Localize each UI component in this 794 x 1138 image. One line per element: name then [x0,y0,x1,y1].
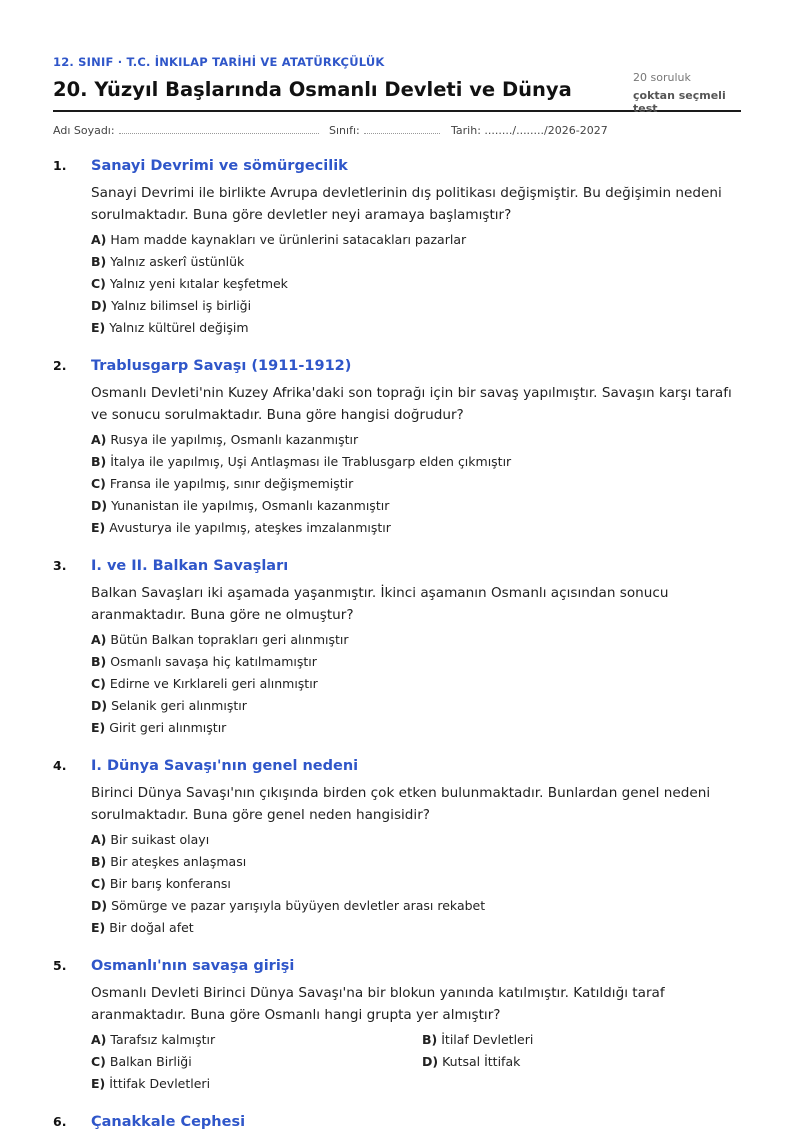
question-number: 1. [53,158,67,173]
question-item [53,556,741,739]
name-field[interactable] [53,124,319,137]
option-c[interactable]: C) Yalnız yeni kıtalar keşfetmek [91,276,288,291]
exam-header [53,0,741,115]
student-fields [53,124,741,138]
question-text: Sanayi Devrimi ile birlikte Avrupa devletlerinin dış politikası değişmiştir. Bu değişimin nedeni sorulmaktadır. Buna göre devletler neyi aramaya başlamıştır? [91,185,722,223]
option-list [91,229,741,339]
question-title: I. Dünya Savaşı'nın genel nedeni [91,758,359,774]
question-number: 2. [53,358,67,373]
option-c[interactable]: C) Balkan Birliği [91,1054,192,1069]
option-list [91,629,741,739]
option-e[interactable]: E) Bir doğal afet [91,920,194,935]
question-number: 6. [53,1114,67,1129]
option-b[interactable]: B) Osmanlı savaşa hiç katılmamıştır [91,654,317,669]
name-label: Adı Soyadı: [53,124,115,137]
exam-page [53,0,741,1130]
option-c[interactable]: C) Bir barış konferansı [91,876,231,891]
option-e[interactable]: E) Yalnız kültürel değişim [91,320,249,335]
option-c[interactable]: C) Edirne ve Kırklareli geri alınmıştır [91,676,318,691]
date-field[interactable] [451,124,608,137]
name-line [119,124,319,134]
option-c[interactable]: C) Fransa ile yapılmış, sınır değişmemiştir [91,476,354,491]
option-b[interactable]: B) Bir ateşkes anlaşması [91,854,247,869]
question-item [53,756,741,939]
class-field[interactable] [329,124,440,137]
question-text: Osmanlı Devleti'nin Kuzey Afrika'daki son toprağı için bir savaş yapılmıştır. Savaşın karşı tarafı ve sonucu sorulmaktadır. Buna göre hangisi doğrudur? [91,385,732,423]
question-title: Osmanlı'nın savaşa girişi [91,958,295,974]
question-text: Balkan Savaşları iki aşamada yaşanmıştır. İkinci aşamanın Osmanlı açısından sonucu aranmaktadır. Buna göre ne olmuştur? [91,585,669,623]
test-meta [633,71,741,115]
question-title: Trablusgarp Savaşı (1911-1912) [91,358,352,374]
option-a[interactable]: A) Tarafsız kalmıştır [91,1032,216,1047]
date-label: Tarih: ......../......../2026-2027 [451,124,608,137]
option-b[interactable]: B) İtilaf Devletleri [422,1032,534,1047]
option-d[interactable]: D) Sömürge ve pazar yarışıyla büyüyen devletler arası rekabet [91,898,486,913]
question-number: 4. [53,758,67,773]
option-e[interactable]: E) Girit geri alınmıştır [91,720,227,735]
option-b[interactable]: B) İtalya ile yapılmış, Uşi Antlaşması ile Trablusgarp elden çıkmıştır [91,454,512,469]
option-list [91,829,741,939]
question-count: 20 soruluk [633,71,691,84]
page-title: 20. Yüzyıl Başlarında Osmanlı Devleti ve Dünya [53,78,572,101]
question-title: I. ve II. Balkan Savaşları [91,558,289,574]
option-b[interactable]: B) Yalnız askerî üstünlük [91,254,245,269]
option-d[interactable]: D) Kutsal İttifak [422,1054,521,1069]
question-number: 3. [53,558,67,573]
option-d[interactable]: D) Yunanistan ile yapılmış, Osmanlı kazanmıştır [91,498,390,513]
option-e[interactable]: E) İttifak Devletleri [91,1076,211,1091]
option-a[interactable]: A) Ham madde kaynakları ve ürünlerini satacakları pazarlar [91,232,467,247]
option-a[interactable]: A) Bütün Balkan toprakları geri alınmıştır [91,632,349,647]
question-title: Sanayi Devrimi ve sömürgecilik [91,158,348,174]
class-line [364,124,440,134]
option-e[interactable]: E) Avusturya ile yapılmış, ateşkes imzalanmıştır [91,520,391,535]
question-text: Osmanlı Devleti Birinci Dünya Savaşı'na bir blokun yanında katılmıştır. Katıldığı taraf aranmaktadır. Buna göre Osmanlı hangi grupta yer almıştır? [91,985,665,1023]
question-text: Birinci Dünya Savaşı'nın çıkışında birden çok etken bulunmaktadır. Bunlardan genel nedeni sorulmaktadır. Buna göre genel neden hangisidir? [91,785,711,823]
question-list [53,156,741,1112]
question-number: 5. [53,958,67,973]
option-d[interactable]: D) Yalnız bilimsel iş birliği [91,298,252,313]
option-list [91,429,741,539]
test-type: çoktan seçmeli test [633,89,726,115]
option-d[interactable]: D) Selanik geri alınmıştır [91,698,247,713]
option-a[interactable]: A) Bir suikast olayı [91,832,210,847]
course-label: 12. SINIF · T.C. İNKILAP TARİHİ VE ATATÜRKÇÜLÜK [53,55,385,69]
option-list [91,1029,741,1095]
option-a[interactable]: A) Rusya ile yapılmış, Osmanlı kazanmıştır [91,432,359,447]
question-item [53,356,741,539]
class-label: Sınıfı: [329,124,360,137]
question-item-partial [53,1112,741,1138]
question-item [53,956,741,1095]
question-title: Çanakkale Cephesi [91,1114,246,1130]
question-item [53,156,741,339]
